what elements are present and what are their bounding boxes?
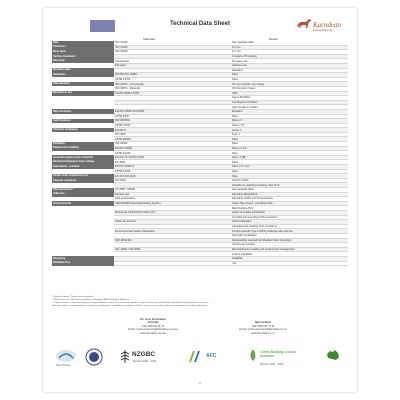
spec-label: Thermal resistance [52, 178, 114, 183]
spec-standard: Commercial [114, 59, 231, 64]
spec-standard: ASTM F1515 [114, 123, 231, 128]
spec-label: Abrasion resistance [52, 128, 114, 133]
spec-result: Pass [231, 151, 348, 156]
spec-result: Stair Smoke 0.4 kW/m² [231, 105, 348, 110]
spec-result: Pass [231, 77, 348, 82]
spec-standard: ASTM F1700 [114, 77, 231, 82]
spec-standard: ISO 105-B02 [114, 119, 231, 124]
spec-result: Karndean Mega Bond [231, 192, 348, 197]
spec-result: 3.0 mm [231, 45, 348, 50]
spec-standard: ISO 8302 [114, 178, 231, 183]
spec-result: Yes [231, 261, 348, 266]
spec-standard: ASTM F1914 [114, 169, 231, 174]
seal-logo [85, 348, 107, 370]
spec-standard: EN ISO 717-2/ISO 140-8 [114, 155, 231, 160]
spec-label: Slip resistance [52, 109, 114, 114]
spec-standard: ISO 24340 [114, 50, 231, 55]
spec-standard: EN 425 ISO 4918 [114, 174, 231, 179]
spec-label: Standards [52, 73, 114, 78]
spec-label: Size [52, 41, 114, 45]
seal-icon [85, 348, 103, 366]
spec-standard: General use [114, 192, 231, 197]
spec-result: Standard [231, 68, 348, 73]
spec-result: Pass ≤ 0.1% [231, 146, 348, 151]
afc-label: AFC [206, 353, 217, 359]
spec-result: Compliant low emitting VOC emissions [231, 224, 348, 229]
spec-result: Pass [231, 174, 348, 179]
data-sheet-page [43, 8, 357, 392]
spec-result: K-Guard+ PU coating [231, 54, 348, 59]
spec-standard: ISO 10874 - Domestic [114, 86, 231, 91]
spec-standard: EN 660-2 [114, 128, 231, 133]
spec-result: Manufactured to quality and environment management [231, 247, 348, 252]
spec-standard: Environmental Product Declaration [114, 229, 231, 234]
contact-website: www.karndean.com.au [139, 331, 167, 335]
footnotes [52, 296, 348, 308]
contact-website: www.karndean.co.nz [251, 331, 275, 335]
contact-region: Australia [147, 321, 159, 325]
spec-label: Bevelled edge [52, 68, 114, 73]
spec-standard: EN ISO 23999 [114, 146, 231, 151]
spec-result: third party verification [231, 233, 348, 238]
spec-standard: EN ISO 10545 Sm/1000h [114, 109, 231, 114]
contact-new-zealand [213, 321, 313, 335]
contact-australia [103, 318, 203, 335]
spec-result: 23: Domestic: heavy [231, 86, 348, 91]
spec-standard: ASTM F2199 [114, 151, 231, 156]
spec-result: CRF [231, 91, 348, 96]
spec-label: Thickness [52, 45, 114, 50]
spec-standard: High temperature [114, 197, 231, 202]
column-header-standard: Standard [143, 37, 156, 41]
spec-standard: ASTM D4060 [114, 137, 231, 142]
australia-map-logo [325, 348, 343, 370]
spec-label: Reaction to fire [52, 91, 114, 96]
contact-email: Email: customerservice@karndean.co.nz [239, 328, 287, 332]
spec-row [52, 261, 348, 266]
spec-result: Karndean HHR Loam Polyurethane [231, 197, 348, 202]
spec-label: Warranty* [52, 59, 114, 64]
nzgbc-logo [119, 348, 177, 370]
spec-result: Pass [231, 73, 348, 78]
floorscore-logo [55, 348, 81, 370]
spec-label: Recycling [52, 256, 114, 261]
spec-standard: Floorscore SCS EC10.3 2014 v4.0 [114, 210, 231, 215]
spec-result: 20 years max [231, 59, 348, 64]
contact-heading: For more information [139, 318, 167, 321]
spec-standard: GBCA/NGBC Greenstar Rating System [114, 201, 231, 206]
spec-standard: Indoor Air Comfort [114, 220, 231, 225]
spec-result: Conformant product [231, 243, 348, 248]
spec-result: Pass (< 8) [231, 123, 348, 128]
page-title: Technical Data Sheet [170, 21, 230, 27]
spec-result: Gold certification [231, 220, 348, 225]
spec-result: Available [231, 256, 348, 261]
spec-standard: EN ISO 24343-1 [114, 165, 231, 170]
spec-result: Gap 0.45 kW/m² [231, 96, 348, 101]
spec-label: Slip resistance** [52, 188, 114, 193]
spec-label: Flexibility [52, 142, 114, 147]
page-number: 2 [199, 381, 201, 385]
gbca-member: Member 2021 - 2022 [260, 363, 284, 366]
spec-result: system standards [231, 252, 348, 257]
spec-standard: ISO 10874 - Commercial [114, 82, 231, 87]
spec-table [52, 41, 348, 266]
column-header-result: Result [269, 37, 278, 41]
spec-result: Product-specific Type III EPD produced with external [231, 229, 348, 234]
spec-result: Pass [231, 137, 348, 142]
spec-label: Acoustic impact noise reduction [52, 155, 114, 160]
spec-label: Castor chair continuous use [52, 174, 114, 179]
spec-label: Classification [52, 82, 114, 87]
spec-result: Lifetime max [231, 63, 348, 68]
spec-label: Indentation - residual [52, 165, 114, 170]
spec-result: Group T [231, 128, 348, 133]
spec-result: ΔLw = 4 dB [231, 155, 348, 160]
spec-result: Not Dupont 0.4 kW/m² [231, 100, 348, 105]
spec-table-body [52, 41, 348, 266]
spec-standard: ISO 14001 / ISO 9001 [114, 247, 231, 252]
spec-result: Excellent [231, 109, 348, 114]
spec-result: Pass [231, 142, 348, 147]
spec-result: Suitable for underfloor heating, Max 27°C [231, 183, 348, 188]
brand-tagline: Designflooring [313, 28, 333, 32]
nzgbc-member: Member 2021 - 2022 [133, 360, 157, 363]
spec-result: 0.0147 m²K/W [231, 178, 348, 183]
contact-email: Email: customerservice@karndean.com.au [128, 328, 178, 332]
fern-icon [119, 348, 131, 364]
spec-standard: ASTM F925 [114, 114, 231, 119]
spec-result: Pass [231, 114, 348, 119]
certification-logos [55, 348, 345, 370]
leaf-icon [247, 348, 259, 362]
contact-phone: Call: 1800 33 11 76 [141, 324, 165, 328]
spec-standard: NRT-MSE 332 [114, 238, 231, 243]
nzgbc-label: NZGBC [132, 351, 156, 358]
spec-standard [114, 261, 231, 266]
spec-label: Wear layer [52, 50, 114, 55]
spec-result: 33: Commercial: very heavy [231, 82, 348, 87]
floorscore-label: FloorScore [56, 363, 71, 367]
spec-result: Type 1 [231, 132, 348, 137]
spec-standard: AS ISO 9239.1:2003 [114, 91, 231, 96]
gbca-logo [247, 348, 319, 370]
spec-standard: ISO 9352 [114, 132, 231, 137]
spec-result: Sustainability standard for Resilient Floor Coverings [231, 238, 348, 243]
spec-standard: ISO 24342 [114, 41, 231, 45]
spec-standard: EN 1815 [114, 160, 231, 165]
spec-label: Environmental [52, 201, 114, 206]
footnote: Karndean takes no responsibility for a product's performance, suitability or compliance. Please contact your local Karndean representative for further information. [52, 305, 208, 307]
spec-result: Compliant limit emitting VOC emissions [231, 215, 348, 220]
spec-result: Pass ≥ 6 [231, 119, 348, 124]
spec-result: Indoor air quality certification [231, 210, 348, 215]
spec-standard: EN 649 ISO 10582 [114, 73, 231, 78]
spec-result: Pass ≤ 0.1 mm [231, 165, 348, 170]
contact-region: New Zealand [255, 321, 271, 325]
footnote: * Subject to terms. Please see our website. [52, 296, 94, 298]
brand-logo [295, 17, 349, 35]
spec-standard: ISO 24344 [114, 142, 231, 147]
spec-standard: Domestic [114, 63, 231, 68]
afc-icon [187, 348, 205, 364]
spec-result: Green Tag Level A, LCA Silver Plus [231, 201, 348, 206]
spec-result: See separate table [231, 41, 348, 45]
footnote: ** Result is as per 2016 when installed on Karndean HHR Wood Floor Adhesive. [52, 299, 130, 301]
spec-label: Electrical behaviour body voltage [52, 160, 114, 165]
footnote: *** Slip resistance is determined by the testing conditions stated. Test results are indicative only and may vary with flooring, installation and maintenance practices. [52, 302, 210, 304]
afc-logo [187, 348, 233, 370]
spec-label: Light fastness [52, 119, 114, 124]
gbca-label: Green Building Council Australia [260, 350, 296, 358]
spec-standard: ISO 24346 [114, 45, 231, 50]
spec-label: Surface treatment [52, 54, 114, 59]
spec-result: Pass [231, 169, 348, 174]
spec-result: Best Practice PVC [231, 206, 348, 211]
spec-result: 0.7 mm [231, 50, 348, 55]
spec-result: See separate table [231, 188, 348, 193]
australia-map-icon [325, 348, 341, 362]
spec-standard: AS 4586 / HB198 [114, 188, 231, 193]
contact-phone: Call: 0800 40 74 33 [251, 324, 275, 328]
spec-result: Pass [231, 160, 348, 165]
spec-label: Adhesive [52, 192, 114, 197]
spec-label: Phthalate free [52, 261, 114, 266]
dog-logo-icon [295, 17, 312, 31]
brand-name: Karndean [313, 21, 341, 29]
spec-label: Dimensional stability [52, 146, 114, 151]
